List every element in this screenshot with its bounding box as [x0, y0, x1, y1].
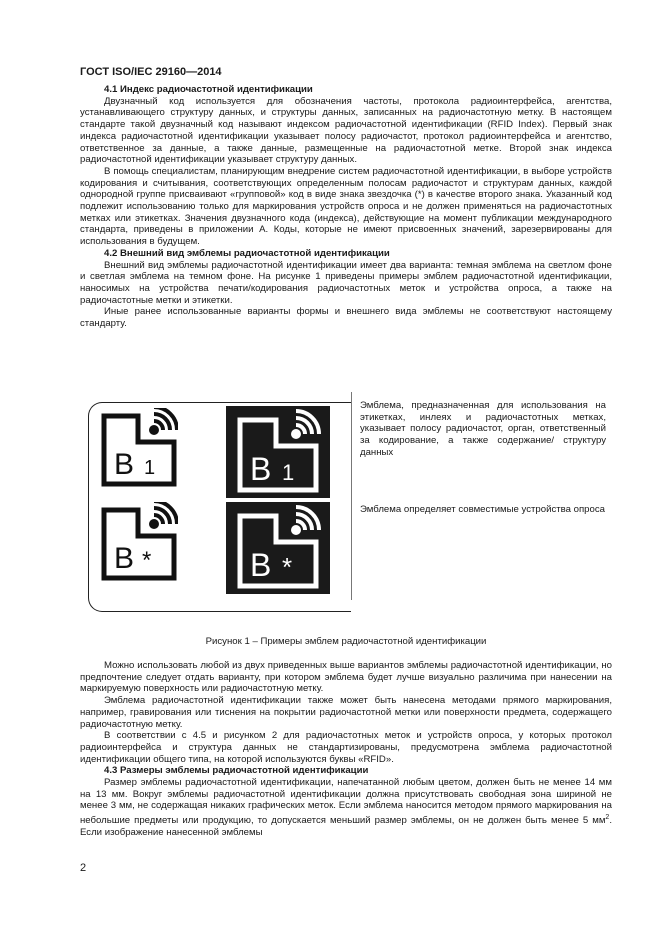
- emblem-suffix: 1: [144, 457, 156, 479]
- document-header: ГОСТ ISO/IEC 29160—2014: [80, 66, 222, 78]
- emblem-letter: B: [250, 547, 272, 583]
- figure-descriptions: [351, 392, 612, 600]
- section-after-figure: [80, 660, 612, 839]
- section-4-1: [80, 84, 612, 330]
- section-heading: 4.2 Внешний вид эмблемы радиочастотной идентификации: [104, 247, 390, 259]
- paragraph: Внешний вид эмблемы радиочастотной идентификации имеет два варианта: темная эмблема на светлом фоне и светлая эмблема на темном фоне. На рисунке 1 приведены примеры эмблем радиочастотной идентификации, наносимых на устройства печати/кодирования радиочастотных меток и устройства опроса, а также на радиочастотные метки и этикетки.: [80, 259, 612, 306]
- emblem-suffix: *: [142, 547, 152, 574]
- figure-caption: Рисунок 1 – Примеры эмблем радиочастотной идентификации: [205, 636, 487, 647]
- rfid-emblem-light-b1: [98, 408, 178, 488]
- figure-description-2: Эмблема определяет совместимые устройства опроса: [360, 504, 605, 515]
- paragraph: В соответствии с 4.5 и рисунком 2 для радиочастотных меток и устройств опроса, у которых протокол радиоинтерфейса и структура данных не стандартизированы, предусмотрена эмблема радиочастотной идентификации общего типа, на которой используются буквы «RFID».: [80, 730, 612, 765]
- rfid-emblem-light-bstar: [98, 502, 178, 582]
- section-heading: 4.3 Размеры эмблемы радиочастотной идентификации: [104, 765, 369, 777]
- emblem-suffix: *: [282, 552, 293, 582]
- emblem-suffix: 1: [282, 460, 295, 485]
- paragraph: Эмблема радиочастотной идентификации также может быть нанесена методами прямого маркирования, например, гравирования или тиснения на покрытии радиочастотной метки или поверхности предмета, содержащего радиочастотную метку.: [80, 695, 612, 730]
- section-heading: 4.1 Индекс радиочастотной идентификации: [104, 84, 313, 95]
- emblem-letter: B: [114, 448, 135, 481]
- paragraph: Двузначный код используется для обозначения частоты, протокола радиоинтерфейса, агентства, устанавливающего структуру данных, и структуры данных, записанных на радиочастотную метку. В настоящем стандарте такой двузначный код называют индексом радиочастотной идентификации (RFID Index). Первый знак индекса радиочастотной идентификации указывает полосу радиочастот, протокол радиоинтерфейса и агентство, ответственное за данные, а также данные, размещенные на радиочастотной метке. Второй знак индекса радиочастотной идентификации указывает структуру данных.: [80, 95, 612, 166]
- emblem-letter: B: [114, 542, 135, 575]
- superscript: 2: [605, 814, 610, 822]
- emblem-letter: B: [250, 451, 272, 487]
- paragraph: Иные ранее использованные варианты формы и внешнего вида эмблемы не соответствуют настоящему стандарту.: [80, 306, 612, 330]
- figure-description-1: Эмблема, предназначенная для использования на этикетках, инлеях и радиочастотных метках, указывает полосу радиочастот, орган, ответственный за кодирование, а также содержание/ структуру данных: [360, 400, 606, 458]
- paragraph-text-tail: . Если изображение нанесенной эмблемы: [80, 815, 612, 839]
- paragraph: Можно использовать любой из двух приведенных выше вариантов эмблемы радиочастотной идентификации, но предпочтение следует отдать варианту, при котором эмблема будет лучше визуально различима при нанесении на маркируемую поверхность или радиочастотную метку.: [80, 660, 612, 695]
- figure-1: [80, 392, 612, 610]
- rfid-emblem-dark-b1: [226, 406, 330, 498]
- rfid-emblem-dark-bstar: [226, 502, 330, 594]
- paragraph-text: Размер эмблемы радиочастотной идентификации, напечатанной любым цветом, должен быть не менее 14 мм на 13 мм. Вокруг эмблемы радиочастотной идентификации должна присутствовать свободная зона шириной не менее 3 мм, не содержащая никаких графических меток. Если эмблема наносится методом прямого маркирования на небольшие предметы или продукцию, то допускается меньший размер эмблемы, он не должен быть менее 5 мм: [80, 777, 612, 827]
- page-number: 2: [80, 862, 87, 874]
- paragraph: [80, 777, 612, 839]
- paragraph: В помощь специалистам, планирующим внедрение систем радиочастотной идентификации, в выборе устройств кодирования и считывания, соответствующих определенным полосам радиочастот и структурам данных, каждой однородной группе присваивают «групповой» код в виде знака звездочка (*) в качестве второго знака. Указанный код подлежит использованию только для маркирования устройств опроса и не должен применяться на радиочастотных метках или этикетках. Значения двузначного кода (индекса), действующие на момент публикации международного стандарта, приведены в приложении А. Коды, которые не имеют присвоенных значений, зарезервированы для использования в будущем.: [80, 165, 612, 248]
